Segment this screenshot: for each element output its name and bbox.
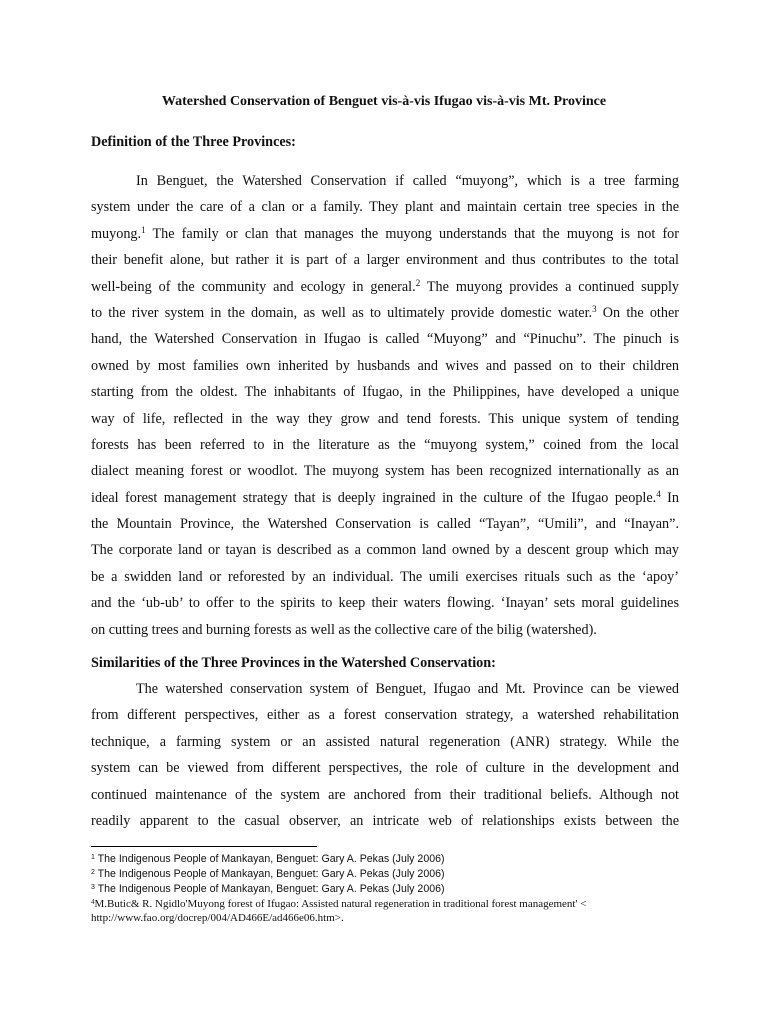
text-line — [91, 729, 679, 755]
text-run: On the other — [596, 304, 679, 321]
text-run: well-being of the community and ecology in general. — [91, 278, 416, 295]
footnote-separator — [91, 846, 317, 847]
footnote-2 — [91, 867, 691, 882]
footnote-marker: 1 — [91, 854, 95, 861]
text-run: In — [660, 489, 680, 506]
paragraph-similarities — [91, 676, 679, 834]
footnote-marker: 3 — [91, 884, 95, 891]
text-line — [91, 702, 679, 728]
text-line — [91, 406, 679, 432]
footnote-text: M.Butic& R. Ngidlo'Muyong forest of Ifugao: Assisted natural regeneration in traditional forest management' < — [94, 898, 587, 910]
footnote-ref: 4 — [656, 488, 661, 499]
text-run: continued maintenance of the system are anchored from their traditional beliefs. Although not — [91, 786, 679, 803]
text-run: readily apparent to the casual observer, an intricate web of relationships exists between the — [91, 812, 679, 829]
text-line — [91, 326, 679, 352]
footnote-text: The Indigenous People of Mankayan, Benguet: Gary A. Pekas (July 2006) — [94, 883, 445, 895]
text-line — [91, 379, 679, 405]
text-run: starting from the oldest. The inhabitants of Ifugao, in the Philippines, have developed a unique — [91, 384, 679, 401]
text-run: to the river system in the domain, as well as to ultimately provide domestic water. — [91, 304, 593, 321]
paragraph-definition — [91, 168, 679, 643]
text-line — [91, 194, 679, 220]
text-line — [91, 617, 679, 643]
text-run: dialect meaning forest or woodlot. The muyong system has been recognized internationally as an — [91, 463, 679, 480]
section-heading-definition: Definition of the Three Provinces: — [91, 134, 296, 150]
text-run: system under the care of a clan or a family. They plant and maintain certain tree species in the — [91, 199, 679, 216]
footnote-ref: 3 — [592, 303, 597, 314]
text-run: their benefit alone, but rather it is part of a larger environment and thus contributes to the total — [91, 252, 679, 269]
section-heading-similarities: Similarities of the Three Provinces in the Watershed Conservation: — [91, 655, 496, 671]
text-line — [91, 590, 679, 616]
text-line — [91, 168, 679, 194]
footnote-4-url: http://www.fao.org/docrep/004/AD466E/ad466e06.htm>. — [91, 912, 344, 924]
footnote-4 — [91, 897, 691, 911]
text-run: forests has been referred to in the literature as the “muyong system,” coined from the local — [91, 436, 679, 453]
text-run: hand, the Watershed Conservation in Ifugao is called “Muyong” and “Pinuchu”. The pinuch is — [91, 331, 679, 348]
text-run: system can be viewed from different perspectives, the role of culture in the development and — [91, 760, 679, 777]
text-line — [91, 485, 679, 511]
text-line — [91, 274, 679, 300]
footnote-3 — [91, 882, 691, 897]
footnote-ref: 2 — [415, 277, 421, 288]
text-line — [91, 353, 679, 379]
text-line — [91, 537, 679, 563]
text-line — [91, 221, 679, 247]
text-run: In Benguet, the Watershed Conservation if called “muyong”, which is a tree farming — [136, 173, 679, 189]
text-run: The watershed conservation system of Benguet, Ifugao and Mt. Province can be viewed — [136, 681, 679, 697]
footnote-marker: 4 — [91, 898, 95, 906]
text-line — [91, 511, 679, 537]
text-run: The muyong provides a continued supply — [420, 278, 680, 295]
text-run: muyong. — [91, 225, 142, 242]
text-line — [91, 782, 679, 808]
document-title: Watershed Conservation of Benguet vis-à-vis Ifugao vis-à-vis Mt. Province — [161, 94, 607, 109]
text-run: be a swidden land or reforested by an individual. The umili exercises rituals such as the ‘apoy’ — [91, 568, 679, 585]
text-run: owned by most families own inherited by husbands and wives and passed on to their children — [91, 357, 679, 374]
text-run: on cutting trees and burning forests as well as the collective care of the bilig (watershed). — [91, 621, 597, 638]
text-run: ideal forest management strategy that is deeply ingrained in the culture of the Ifugao people. — [91, 489, 657, 506]
text-line — [91, 564, 679, 590]
text-line — [91, 755, 679, 781]
text-run: the Mountain Province, the Watershed Conservation is called “Tayan”, “Umili”, and “Inayan”. — [91, 516, 679, 533]
text-run: and the ‘ub-ub’ to offer to the spirits to keep their waters flowing. ‘Inayan’ sets moral guidelines — [91, 595, 679, 612]
text-run: way of life, reflected in the way they grow and tend forests. This unique system of tending — [91, 410, 679, 427]
text-run: technique, a farming system or an assisted natural regeneration (ANR) strategy. While the — [91, 733, 679, 750]
text-line — [91, 676, 679, 702]
text-line — [91, 808, 679, 834]
footnote-text: The Indigenous People of Mankayan, Benguet: Gary A. Pekas (July 2006) — [94, 868, 445, 880]
text-run: The corporate land or tayan is described as a common land owned by a descent group which may — [91, 542, 679, 559]
footnote-text: The Indigenous People of Mankayan, Benguet: Gary A. Pekas (July 2006) — [94, 853, 445, 865]
text-line — [91, 247, 679, 273]
text-run: The family or clan that manages the muyong understands that the muyong is not for — [145, 225, 679, 242]
text-line — [91, 458, 679, 484]
text-line — [91, 432, 679, 458]
footnotes — [91, 852, 691, 925]
footnote-marker: 2 — [91, 869, 95, 876]
text-line — [91, 300, 679, 326]
footnote-1 — [91, 852, 691, 867]
text-run: from different perspectives, either as a forest conservation strategy, a watershed rehabilitation — [91, 707, 679, 724]
footnote-ref: 1 — [141, 224, 146, 235]
